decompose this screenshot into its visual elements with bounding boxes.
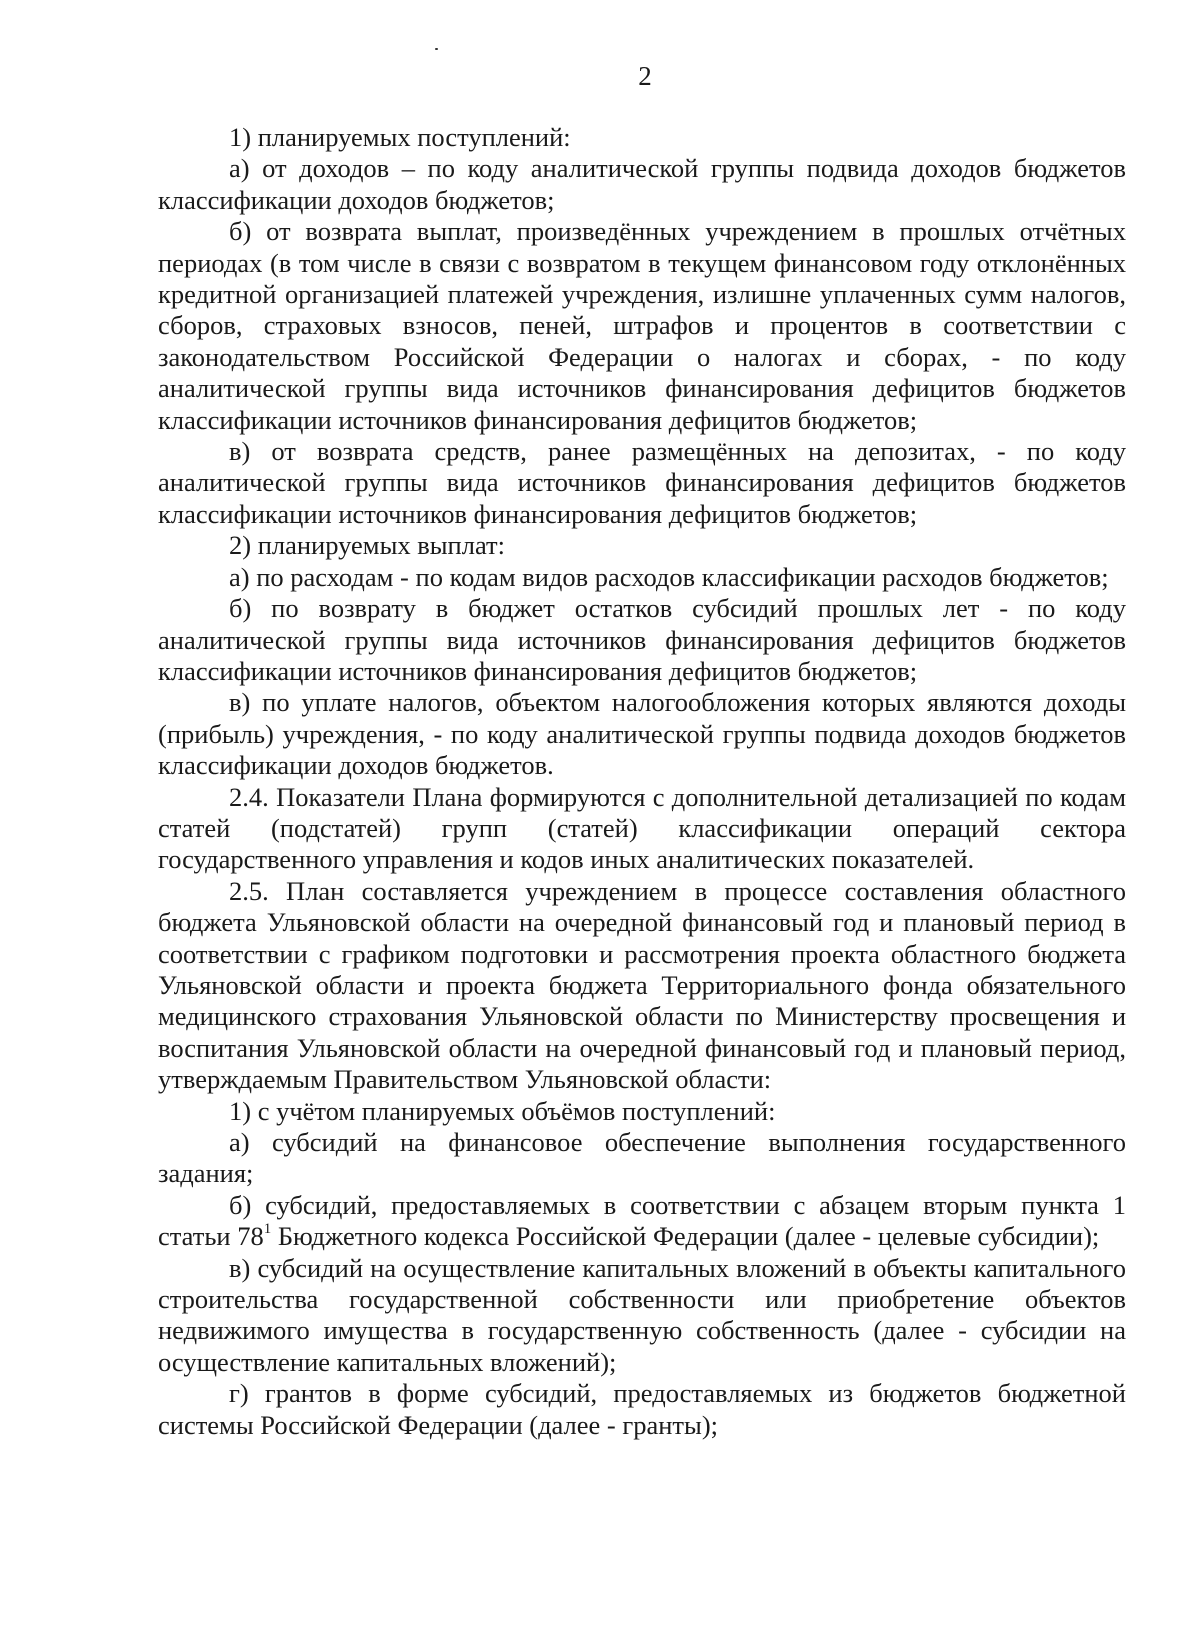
paragraph-planned-volumes: 1) с учётом планируемых объёмов поступлений: xyxy=(229,1095,776,1126)
paragraph-capital-investment-subsidies: в) субсидий на осуществление капитальных вложений в объекты капитального строительства государственной собственности или приобретение объектов недвижимого имущества в государственную собственность (далее - субсидии на осуществление капитальных вложений); xyxy=(158,1252,1126,1377)
paragraph-subsidy-returns: б) по возврату в бюджет остатков субсидий прошлых лет - по коду аналитической группы вида источников финансирования дефицитов бюджетов классификации источников финансирования дефицитов бюджетов; xyxy=(158,593,1126,686)
page-number: 2 xyxy=(638,61,652,91)
paragraph-planned-receipts: 1) планируемых поступлений: xyxy=(229,122,571,152)
article-superscript: 1 xyxy=(263,1221,272,1238)
paragraph-refund-of-payments: б) от возврата выплат, произведённых учреждением в прошлых отчётных периодах (в том числе в связи с возвратом в текущем финансовом году отклонённых кредитной организацией платежей учреждения, излишне уплаченных сумм налогов, сборов, страховых взносов, пеней, штрафов и процентов в соответствии с законодательством Российской Федерации о налогах и сборах, - по коду аналитической группы вида источников финансирования дефицитов бюджетов классификации источников финансирования дефицитов бюджетов; xyxy=(158,216,1126,435)
paragraph-section-2-4: 2.4. Показатели Плана формируются с дополнительной детализацией по кодам статей (подстатей) групп (статей) классификации операций сектора государственного управления и кодов иных аналитических показателей. xyxy=(158,781,1126,875)
paragraph-tax-payments: в) по уплате налогов, объектом налогообложения которых являются доходы (прибыль) учреждения, - по коду аналитической группы подвида доходов бюджетов классификации доходов бюджетов. xyxy=(158,687,1126,781)
targeted-subsidies-text-end: Бюджетного кодекса Российской Федерации (далее - целевые субсидии); xyxy=(271,1221,1100,1252)
paragraph-grants: г) грантов в форме субсидий, предоставляемых из бюджетов бюджетной системы Российской Федерации (далее - гранты); xyxy=(158,1378,1126,1440)
paragraph-state-task-subsidies: а) субсидий на финансовое обеспечение выполнения государственного задания; xyxy=(158,1127,1126,1189)
paragraph-targeted-subsidies xyxy=(158,1190,1126,1253)
paragraph-income-receipts: а) от доходов – по коду аналитической группы подвида доходов бюджетов классификации доходов бюджетов; xyxy=(158,153,1126,215)
paragraph-planned-payments: 2) планируемых выплат: xyxy=(229,530,505,561)
scan-artifact xyxy=(435,48,438,50)
document-body xyxy=(158,122,1126,1441)
paragraph-section-2-5: 2.5. План составляется учреждением в процессе составления областного бюджета Ульяновской области на очередной финансовый год и плановый период в соответствии с графиком подготовки и рассмотрения проекта областного бюджета Ульяновской области и проекта бюджета Территориального фонда обязательного медицинского страхования Ульяновской области по Министерству просвещения и воспитания Ульяновской области на очередной финансовый год и плановый период, утверждаемым Правительством Ульяновской области: xyxy=(158,875,1126,1095)
paragraph-expenses: а) по расходам - по кодам видов расходов классификации расходов бюджетов; xyxy=(229,561,1109,592)
paragraph-deposit-returns: в) от возврата средств, ранее размещённых на депозитах, - по коду аналитической группы вида источников финансирования дефицитов бюджетов классификации источников финансирования дефицитов бюджетов; xyxy=(158,436,1126,529)
targeted-subsidies-text-start: б) субсидий, предоставляемых в соответствии с абзацем вторым пункта 1 статьи 78 xyxy=(158,1189,1126,1252)
